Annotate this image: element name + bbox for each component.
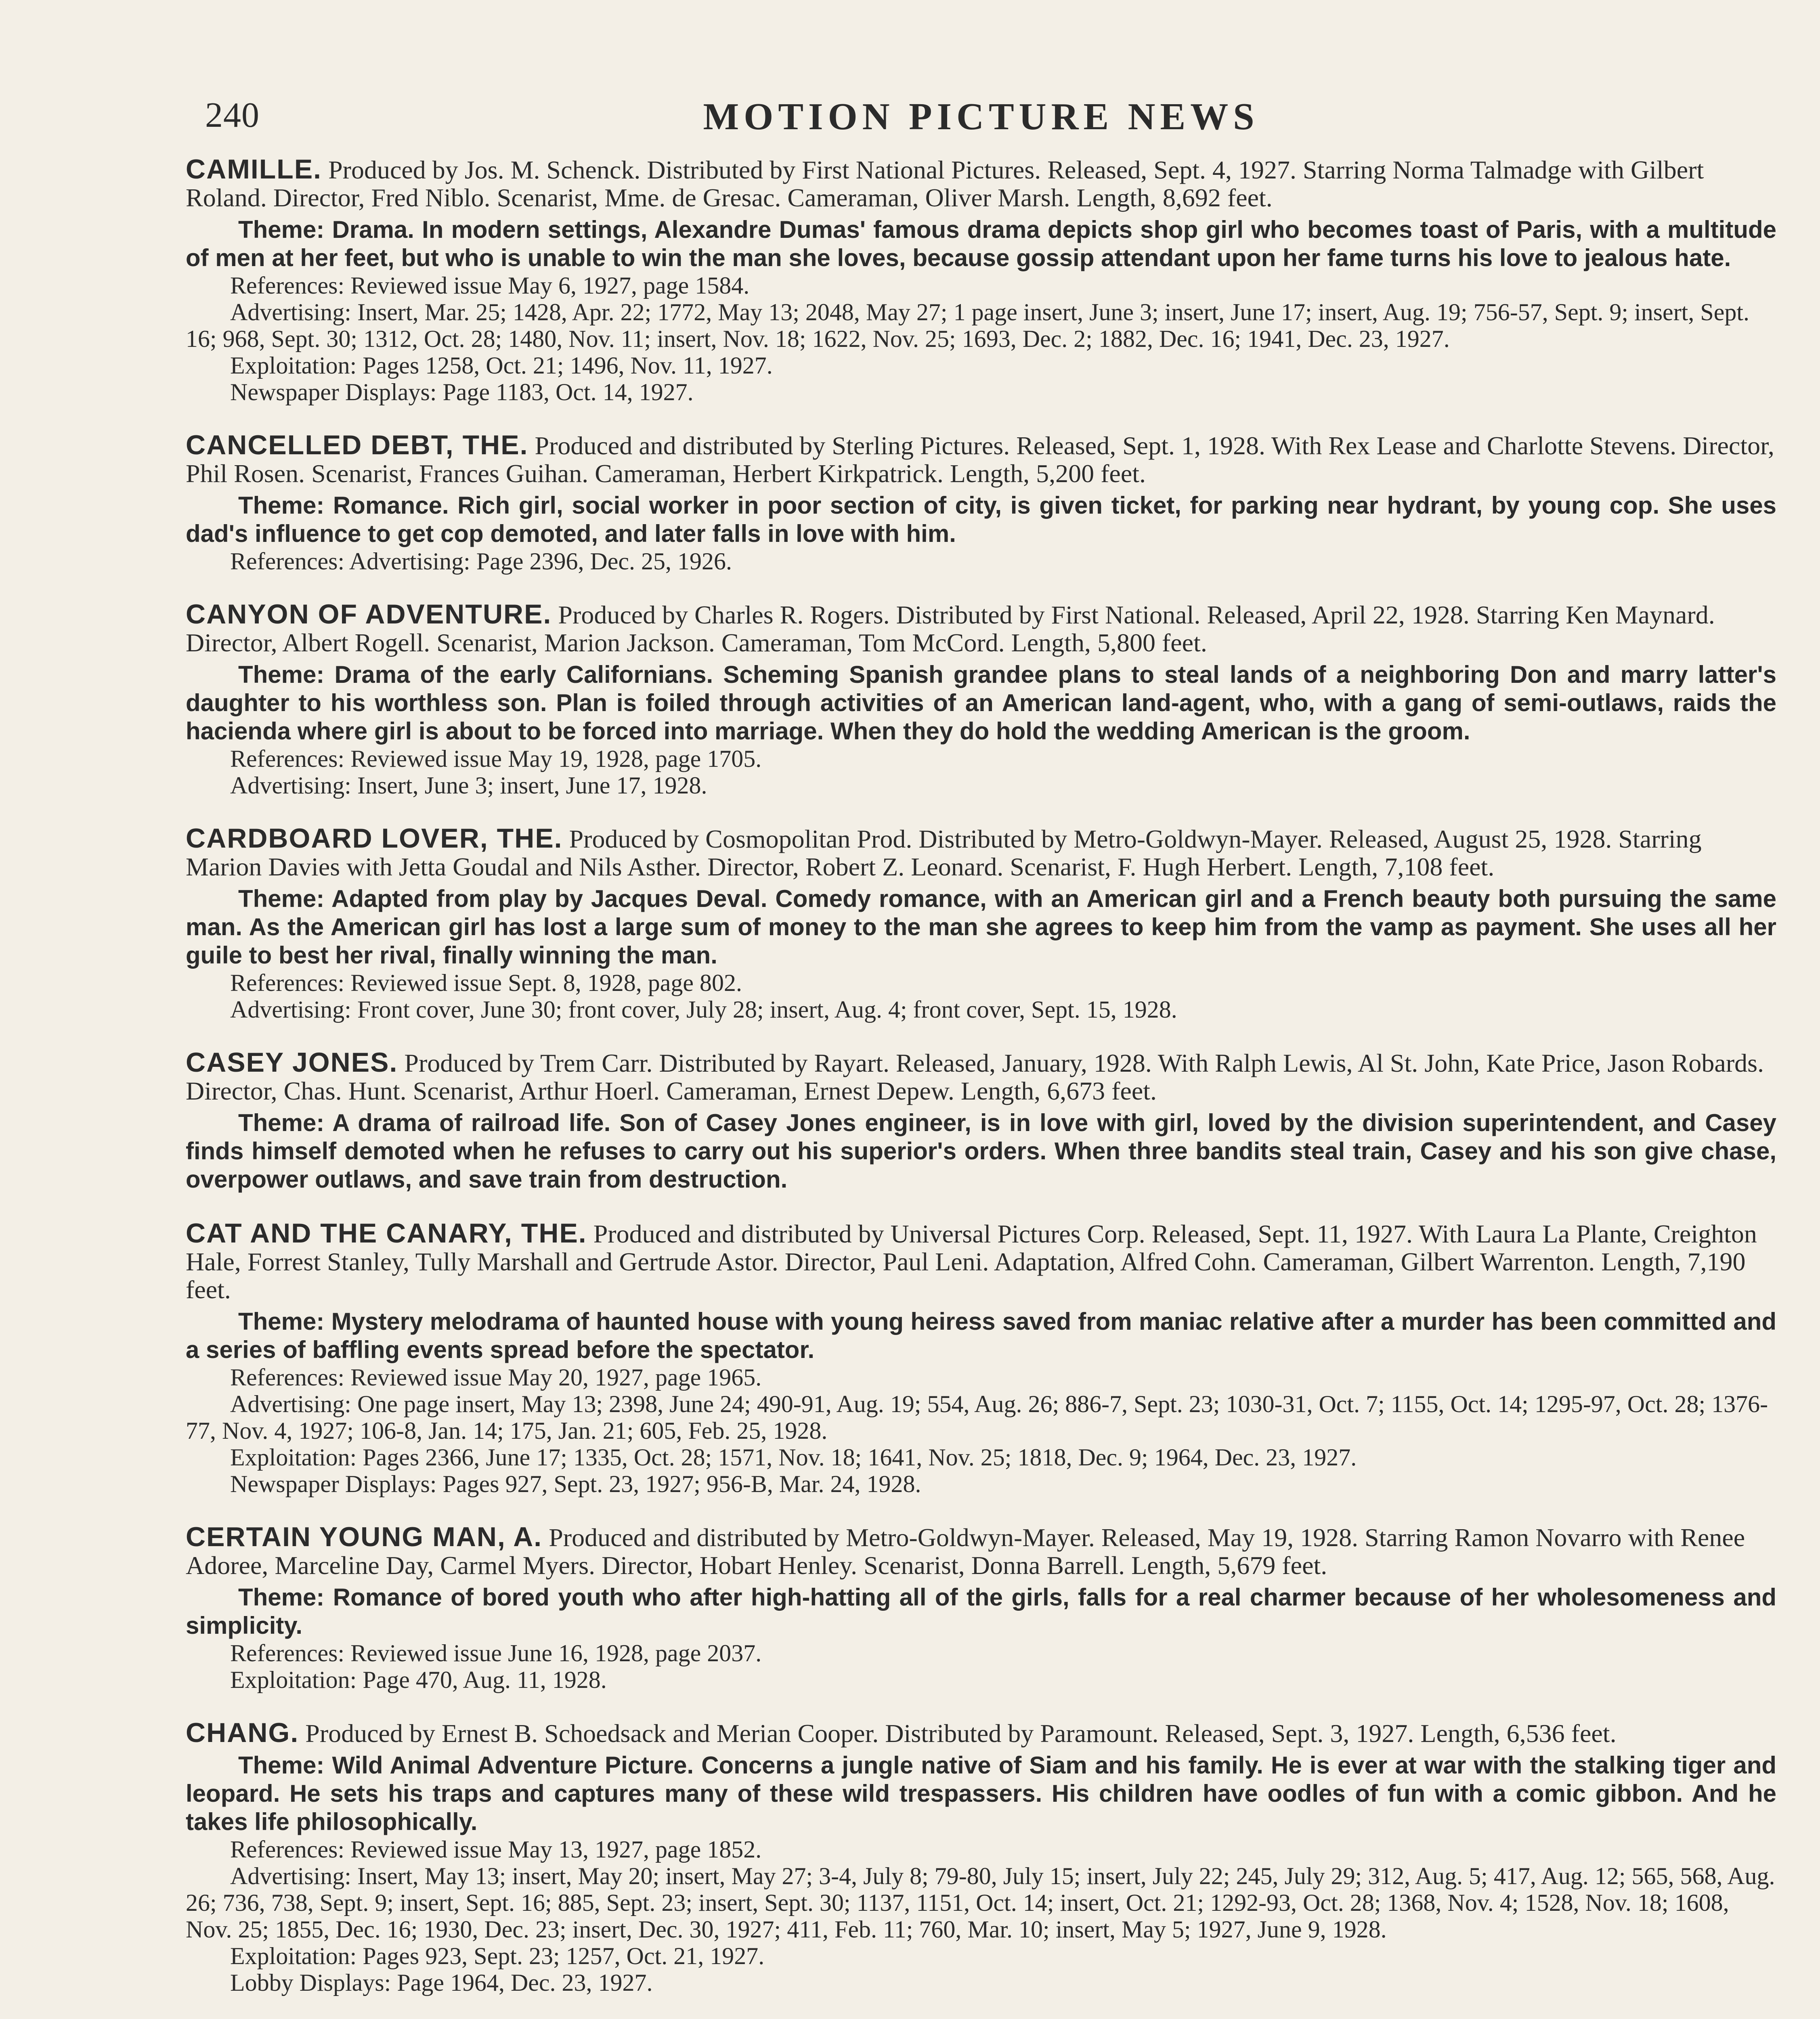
film-entry: [186, 155, 1776, 405]
film-entry-list: [186, 155, 1776, 2019]
entry-title: CASEY JONES.: [186, 1047, 398, 1078]
entry-header: [186, 431, 1776, 487]
document-page: [186, 95, 1776, 2019]
entry-details: Produced and distributed by Metro-Goldwyn-Mayer. Released, May 19, 1928. Starring Ramon Novarro with Renee Adoree, Marceline Day, Carmel Myers. Director, Hobart Henley. Scenarist, Donna Barrell. Length, 5,679 feet.: [186, 1523, 1745, 1580]
entry-note: References: Reviewed issue May 13, 1927, page 1852.: [230, 1836, 762, 1863]
entry-title: CARDBOARD LOVER, THE.: [186, 823, 563, 854]
entry-title: CHANG.: [186, 1717, 299, 1748]
entry-theme: Theme: A drama of railroad life. Son of Casey Jones engineer, is in love with girl, loved by the division superintendent, and Casey finds himself demoted when he refuses to carry out his superior's orders. When three bandits steal train, Casey and his son give chase, overpower outlaws, and save train from destruction.: [186, 1109, 1776, 1193]
entry-note: Advertising: One page insert, May 13; 2398, June 24; 490-91, Aug. 19; 554, Aug. 26; 886-7, Sept. 23; 1030-31, Oct. 7; 1155, Oct. 14; 1295-97, Oct. 28; 1376-77, Nov. 4, 1927; 106-8, Jan. 14; 175, Jan. 21; 605, Feb. 25, 1928.: [186, 1391, 1768, 1444]
entry-header: [186, 825, 1776, 881]
entry-details: Produced by Trem Carr. Distributed by Rayart. Released, January, 1928. With Ralph Lewis, Al St. John, Kate Price, Jason Robards. Director, Chas. Hunt. Scenarist, Arthur Hoerl. Cameraman, Ernest Depew. Length, 6,673 feet.: [186, 1049, 1764, 1105]
entry-details: Produced and distributed by Universal Pictures Corp. Released, Sept. 11, 1927. With Laura La Plante, Creighton Hale, Forrest Stanley, Tully Marshall and Gertrude Astor. Director, Paul Leni. Adaptation, Alfred Cohn. Cameraman, Gilbert Warrenton. Length, 7,190 feet.: [186, 1219, 1757, 1304]
page-number: 240: [205, 96, 260, 135]
entry-note: Exploitation: Pages 923, Sept. 23; 1257, Oct. 21, 1927.: [230, 1943, 765, 1969]
film-entry: [186, 1719, 1776, 1996]
entry-header: [186, 1719, 1776, 1747]
entry-details: Produced by Charles R. Rogers. Distributed by First National. Released, April 22, 1928. Starring Ken Maynard. Director, Albert Rogell. Scenarist, Marion Jackson. Cameraman, Tom McCord. Length, 5,800 feet.: [186, 600, 1715, 657]
entry-title: CANCELLED DEBT, THE.: [186, 430, 528, 460]
entry-note: Lobby Displays: Page 1964, Dec. 23, 1927.: [230, 1969, 653, 1996]
entry-note: Advertising: Insert, May 13; insert, May 20; insert, May 27; 3-4, July 8; 79-80, July 15; insert, July 22; 245, July 29; 312, Aug. 5; 417, Aug. 12; 565, 568, Aug. 26; 736, 738, Sept. 9; insert, Sept. 16; 885, Sept. 23; insert, Sept. 30; 1137, 1151, Oct. 14; insert, Oct. 21; 1292-93, Oct. 28; 1368, Nov. 4; 1528, Nov. 18; 1608, Nov. 25; 1855, Dec. 16; 1930, Dec. 23; insert, Dec. 30, 1927; 411, Feb. 11; 760, Mar. 10; insert, May 5; 1927, June 9, 1928.: [186, 1863, 1775, 1943]
entry-note: Advertising: Front cover, June 30; front cover, July 28; insert, Aug. 4; front cover, Sept. 15, 1928.: [230, 996, 1177, 1023]
entry-note: References: Reviewed issue May 6, 1927, page 1584.: [230, 272, 750, 299]
entry-header: [186, 1049, 1776, 1105]
entry-header: [186, 1219, 1776, 1303]
entry-details: Produced by Cosmopolitan Prod. Distributed by Metro-Goldwyn-Mayer. Released, August 25, 1928. Starring Marion Davies with Jetta Goudal and Nils Asther. Director, Robert Z. Leonard. Scenarist, F. Hugh Herbert. Length, 7,108 feet.: [186, 825, 1702, 881]
entry-note: Advertising: Insert, Mar. 25; 1428, Apr. 22; 1772, May 13; 2048, May 27; 1 page insert, June 3; insert, June 17; insert, Aug. 19; 756-57, Sept. 9; insert, Sept. 16; 968, Sept. 30; 1312, Oct. 28; 1480, Nov. 11; insert, Nov. 18; 1622, Nov. 25; 1693, Dec. 2; 1882, Dec. 16; 1941, Dec. 23, 1927.: [186, 299, 1750, 352]
entry-header: [186, 1523, 1776, 1579]
journal-title: MOTION PICTURE NEWS: [703, 96, 1259, 138]
entry-theme: Theme: Wild Animal Adventure Picture. Concerns a jungle native of Siam and his family. He is ever at war with the stalking tiger and leopard. He sets his traps and captures many of these wild trespassers. His children have oodles of fun with a comic gibbon. And he takes life philosophically.: [186, 1752, 1776, 1835]
entry-title: CERTAIN YOUNG MAN, A.: [186, 1522, 543, 1552]
entry-note: References: Advertising: Page 2396, Dec. 25, 1926.: [230, 548, 732, 575]
entry-note: Newspaper Displays: Pages 927, Sept. 23, 1927; 956-B, Mar. 24, 1928.: [230, 1471, 921, 1497]
entry-title: CANYON OF ADVENTURE.: [186, 599, 552, 630]
entry-details: Produced and distributed by Sterling Pictures. Released, Sept. 1, 1928. With Rex Lease and Charlotte Stevens. Director, Phil Rosen. Scenarist, Frances Guihan. Cameraman, Herbert Kirkpatrick. Length, 5,200 feet.: [186, 431, 1774, 488]
entry-details: Produced by Ernest B. Schoedsack and Merian Cooper. Distributed by Paramount. Released, Sept. 3, 1927. Length, 6,536 feet.: [305, 1719, 1617, 1748]
entry-theme: Theme: Mystery melodrama of haunted house with young heiress saved from maniac relative after a murder has been committed and a series of baffling events spread before the spectator.: [186, 1308, 1776, 1363]
entry-note: References: Reviewed issue June 16, 1928, page 2037.: [230, 1640, 762, 1666]
entry-note: Newspaper Displays: Page 1183, Oct. 14, 1927.: [230, 379, 694, 405]
entry-note: References: Reviewed issue May 19, 1928, page 1705.: [230, 745, 762, 772]
entry-title: CAMILLE.: [186, 154, 322, 185]
entry-note: Exploitation: Page 470, Aug. 11, 1928.: [230, 1666, 607, 1693]
entry-theme: Theme: Romance of bored youth who after high-hatting all of the girls, falls for a real charmer because of her wholesomeness and simplicity.: [186, 1584, 1776, 1639]
entry-theme: Theme: Drama. In modern settings, Alexandre Dumas' famous drama depicts shop girl who becomes toast of Paris, with a multitude of men at her feet, but who is unable to win the man she loves, because gossip attendant upon her fame turns his love to jealous hate.: [186, 216, 1776, 271]
entry-theme: Theme: Adapted from play by Jacques Deval. Comedy romance, with an American girl and a French beauty both pursuing the same man. As the American girl has lost a large sum of money to the man she agrees to keep him from the vamp as payment. She uses all her guile to best her rival, finally winning the man.: [186, 885, 1776, 969]
entry-note: Exploitation: Pages 1258, Oct. 21; 1496, Nov. 11, 1927.: [230, 352, 773, 379]
film-entry: [186, 1219, 1776, 1497]
entry-details: Produced by Jos. M. Schenck. Distributed by First National Pictures. Released, Sept. 4, 1927. Starring Norma Talmadge with Gilbert Roland. Director, Fred Niblo. Scenarist, Mme. de Gresac. Cameraman, Oliver Marsh. Length, 8,692 feet.: [186, 155, 1704, 212]
entry-note: References: Reviewed issue May 20, 1927, page 1965.: [230, 1364, 762, 1391]
entry-header: [186, 600, 1776, 657]
film-entry: [186, 431, 1776, 575]
page-header: [186, 95, 1776, 143]
entry-theme: Theme: Drama of the early Californians. Scheming Spanish grandee plans to steal lands of a neighboring Don and marry latter's daughter to his worthless son. Plan is foiled through activities of an American land-agent, who, with a gang of semi-outlaws, raids the hacienda where girl is about to be forced into marriage. When they do hold the wedding American is the groom.: [186, 661, 1776, 745]
entry-title: CAT AND THE CANARY, THE.: [186, 1218, 587, 1249]
entry-note: References: Reviewed issue Sept. 8, 1928, page 802.: [230, 970, 742, 996]
film-entry: [186, 825, 1776, 1023]
entry-note: Exploitation: Pages 2366, June 17; 1335, Oct. 28; 1571, Nov. 18; 1641, Nov. 25; 1818, Dec. 9; 1964, Dec. 23, 1927.: [230, 1444, 1357, 1471]
film-entry: [186, 1523, 1776, 1693]
entry-theme: Theme: Romance. Rich girl, social worker in poor section of city, is given ticket, for parking near hydrant, by young cop. She uses dad's influence to get cop demoted, and later falls in love with him.: [186, 492, 1776, 547]
film-entry: [186, 1049, 1776, 1194]
film-entry: [186, 600, 1776, 799]
entry-note: Advertising: Insert, June 3; insert, June 17, 1928.: [230, 772, 707, 799]
entry-header: [186, 155, 1776, 212]
